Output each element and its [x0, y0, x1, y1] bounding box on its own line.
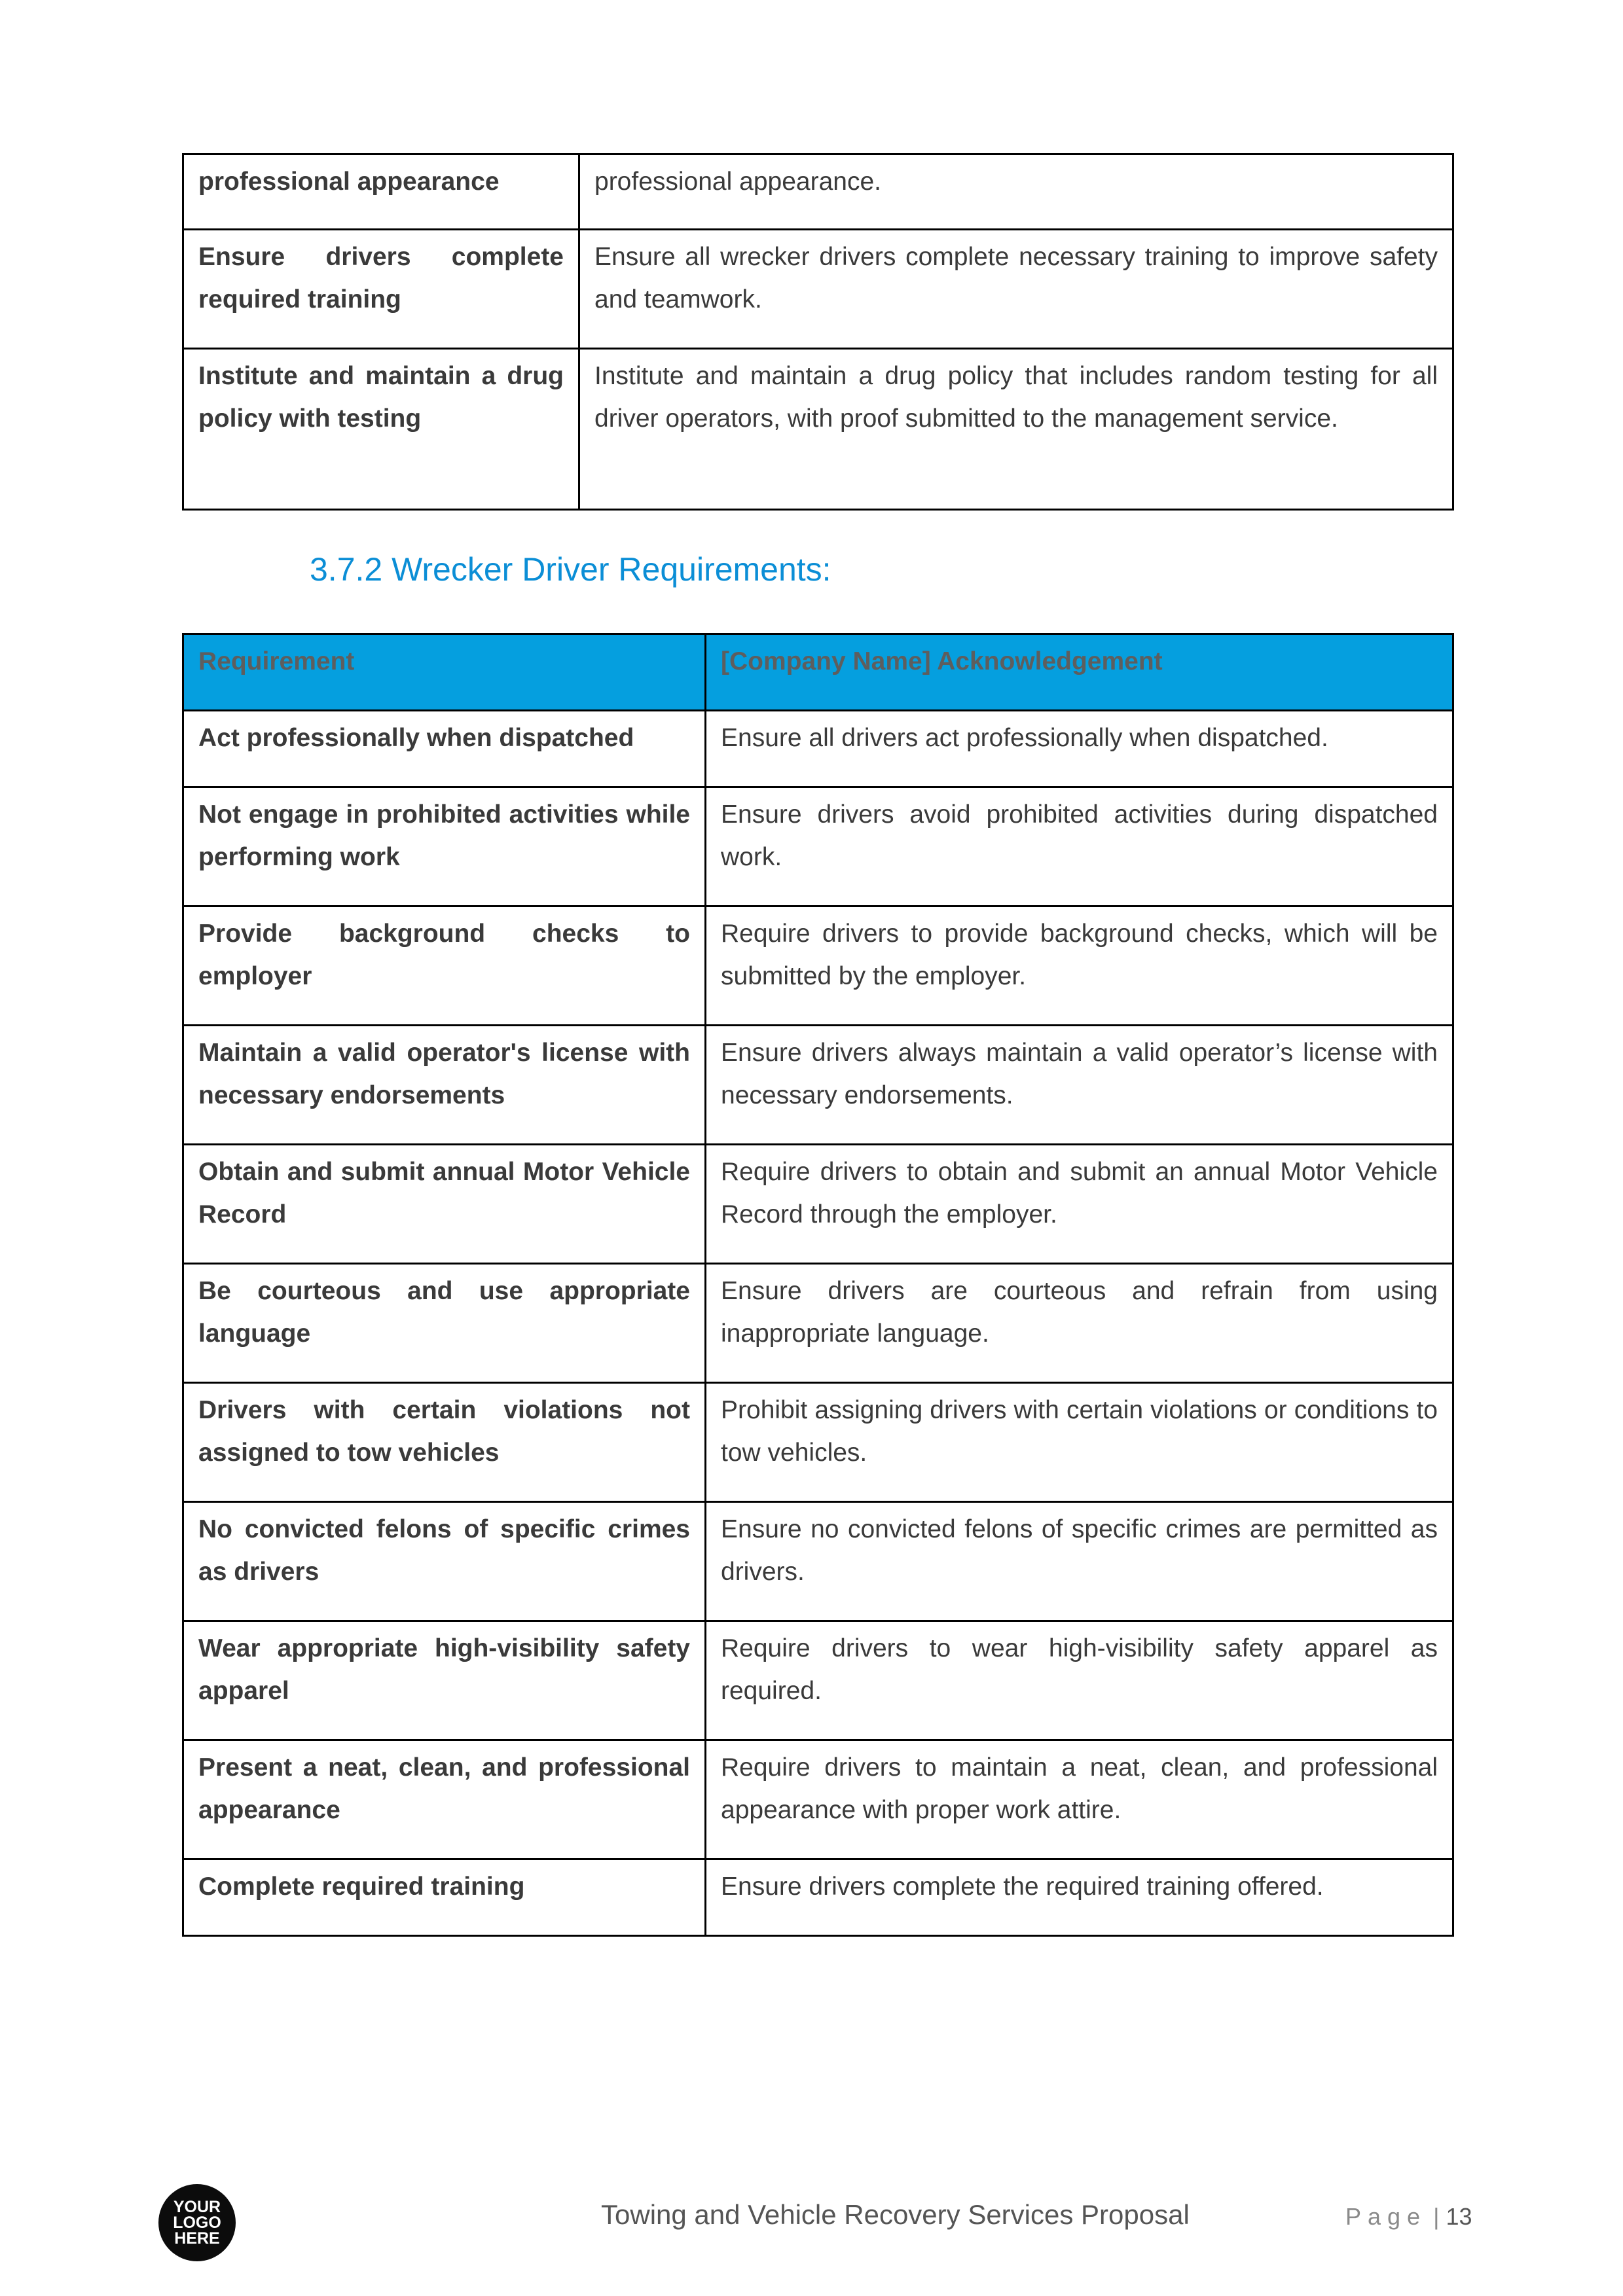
- requirement-cell: Complete required training: [183, 1859, 706, 1936]
- footer-document-title: Towing and Vehicle Recovery Services Proposal: [601, 2199, 1190, 2230]
- acknowledgement-cell: Ensure drivers are courteous and refrain from using inappropriate language.: [706, 1264, 1453, 1383]
- table-row: [183, 1264, 1453, 1383]
- table-row: [183, 1145, 1453, 1264]
- page-separator: |: [1433, 2203, 1440, 2230]
- requirement-cell: Present a neat, clean, and professional appearance: [183, 1740, 706, 1859]
- requirement-cell: Ensure drivers complete required training: [183, 230, 579, 349]
- acknowledgement-cell: Require drivers to obtain and submit an annual Motor Vehicle Record through the employer.: [706, 1145, 1453, 1264]
- requirement-cell: professional appearance: [183, 154, 579, 230]
- logo-line: HERE: [174, 2229, 220, 2248]
- acknowledgement-cell: Institute and maintain a drug policy that includes random testing for all driver operators, with proof submitted to the management service.: [579, 349, 1453, 510]
- acknowledgement-cell: Require drivers to maintain a neat, clean, and professional appearance with proper work attire.: [706, 1740, 1453, 1859]
- wrecker-driver-requirements-table: [182, 633, 1454, 1937]
- acknowledgement-cell: Ensure drivers always maintain a valid operator’s license with necessary endorsements.: [706, 1026, 1453, 1145]
- page-number: 13: [1446, 2203, 1472, 2230]
- table-row: [183, 1026, 1453, 1145]
- requirement-cell: Drivers with certain violations not assigned to tow vehicles: [183, 1383, 706, 1502]
- logo-line: LOGO: [173, 2214, 221, 2232]
- table-row: [183, 154, 1453, 230]
- page-label: Page: [1345, 2203, 1427, 2230]
- requirement-cell: Wear appropriate high-visibility safety apparel: [183, 1621, 706, 1740]
- acknowledgement-cell: Ensure no convicted felons of specific crimes are permitted as drivers.: [706, 1502, 1453, 1621]
- table-row: [183, 1740, 1453, 1859]
- requirement-cell: No convicted felons of specific crimes as drivers: [183, 1502, 706, 1621]
- acknowledgement-cell: professional appearance.: [579, 154, 1453, 230]
- table-header-row: [183, 634, 1453, 711]
- table-row: [183, 906, 1453, 1026]
- acknowledgement-cell: Prohibit assigning drivers with certain violations or conditions to tow vehicles.: [706, 1383, 1453, 1502]
- acknowledgement-cell: Require drivers to provide background checks, which will be submitted by the employer.: [706, 906, 1453, 1026]
- logo-line: YOUR: [173, 2198, 221, 2216]
- acknowledgement-cell: Ensure drivers complete the required training offered.: [706, 1859, 1453, 1936]
- acknowledgement-cell: Ensure all wrecker drivers complete necessary training to improve safety and teamwork.: [579, 230, 1453, 349]
- acknowledgement-cell: Require drivers to wear high-visibility safety apparel as required.: [706, 1621, 1453, 1740]
- table-row: [183, 1621, 1453, 1740]
- table-row: [183, 1859, 1453, 1936]
- requirement-cell: Maintain a valid operator's license with necessary endorsements: [183, 1026, 706, 1145]
- table-row: [183, 787, 1453, 906]
- requirement-cell: Obtain and submit annual Motor Vehicle Record: [183, 1145, 706, 1264]
- requirement-cell: Act professionally when dispatched: [183, 711, 706, 787]
- company-logo: [158, 2184, 236, 2261]
- acknowledgement-cell: Ensure drivers avoid prohibited activities during dispatched work.: [706, 787, 1453, 906]
- footer-page-indicator: [1345, 2203, 1472, 2231]
- requirement-cell: Not engage in prohibited activities while performing work: [183, 787, 706, 906]
- acknowledgement-cell: Ensure all drivers act professionally when dispatched.: [706, 711, 1453, 787]
- header-acknowledgement: [Company Name] Acknowledgement: [706, 634, 1453, 711]
- table-row: [183, 1502, 1453, 1621]
- table-row: [183, 711, 1453, 787]
- table-row: [183, 349, 1453, 510]
- requirement-cell: Institute and maintain a drug policy with testing: [183, 349, 579, 510]
- table-row: [183, 1383, 1453, 1502]
- header-requirement: Requirement: [183, 634, 706, 711]
- top-requirements-table: [182, 153, 1454, 511]
- section-heading: 3.7.2 Wrecker Driver Requirements:: [310, 551, 831, 588]
- table-row: [183, 230, 1453, 349]
- requirement-cell: Provide background checks to employer: [183, 906, 706, 1026]
- requirement-cell: Be courteous and use appropriate language: [183, 1264, 706, 1383]
